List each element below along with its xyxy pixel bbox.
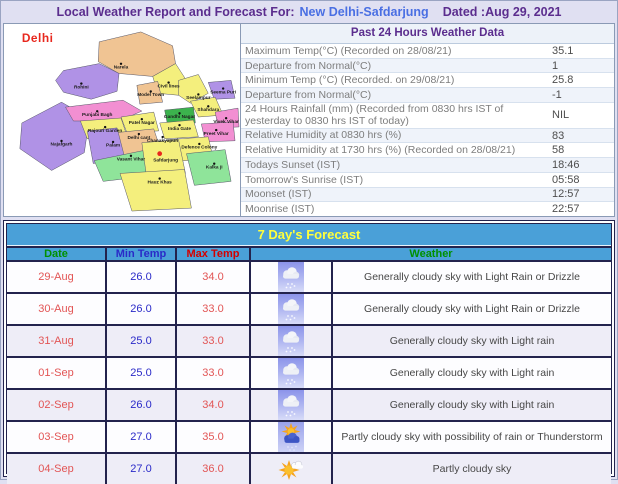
max-temp-column-header: Max Temp (177, 248, 251, 260)
past24-header: Past 24 Hours Weather Data (241, 24, 614, 44)
page-title (1, 1, 617, 23)
date-cell: 04-Sep (7, 454, 107, 484)
weather-icon-cell (251, 390, 333, 420)
past24-row-label: Relative Humidity at 1730 hrs (%) (Recorded on 28/08/21) (245, 144, 516, 157)
max-temp-cell: 35.0 (177, 422, 251, 452)
weather-desc-cell: Partly cloudy sky with possibility of rain or Thunderstorm (341, 431, 603, 443)
dated-text: Dated :Aug 29, 2021 (442, 5, 562, 19)
date-cell: 01-Sep (7, 358, 107, 388)
map-district-label: Gandhi Nagar (163, 115, 196, 121)
past24-row-value: 25.8 (552, 74, 574, 87)
past24-row-value: 35.1 (552, 44, 574, 57)
forecast-row (7, 262, 611, 294)
title-text: Local Weather Report and Forecast For: (56, 5, 295, 19)
map-district-label: Seema Puri (210, 90, 237, 96)
map-district-label: Punjabi Bagh (82, 113, 113, 119)
past24-row (241, 44, 614, 59)
weather-desc-cell: Generally cloudy sky with Light rain (389, 335, 555, 347)
forecast-row (7, 358, 611, 390)
date-cell: 29-Aug (7, 262, 107, 292)
map-district-label: Kalka ji (205, 165, 223, 171)
min-temp-cell: 25.0 (107, 358, 177, 388)
map-district-label: Vasant Vihar (116, 157, 146, 163)
past24-panel (241, 23, 615, 217)
past24-row (241, 158, 614, 173)
date-column-header: Date (7, 248, 107, 260)
map-district-label: Najafgarh (50, 142, 73, 148)
map-district-label: Civil lines (157, 84, 180, 90)
map-district-label: Patel Nagar (128, 120, 155, 126)
weather-icon-cell (251, 422, 333, 452)
map-district-label: Defence Colony (181, 145, 218, 151)
forecast-rows (7, 262, 611, 484)
min-temp-cell: 25.0 (107, 326, 177, 356)
past24-row (241, 202, 614, 216)
past24-row (241, 143, 614, 158)
past24-row (241, 73, 614, 88)
map-district-label: Rohini (73, 85, 89, 91)
cloud-rain-icon (278, 390, 304, 420)
past24-row (241, 88, 614, 103)
date-cell: 03-Sep (7, 422, 107, 452)
past24-row-label: Relative Humidity at 0830 hrs (%) (245, 129, 402, 142)
past24-row-label: Moonrise (IST) (245, 203, 315, 216)
past24-row-label: Tomorrow's Sunrise (IST) (245, 173, 364, 186)
max-temp-cell: 36.0 (177, 454, 251, 484)
cloud-rain-icon (278, 262, 304, 292)
map-district-label: Safdarjung (153, 158, 179, 164)
min-temp-cell: 27.0 (107, 454, 177, 484)
map-district-label: Seelampur (186, 96, 211, 102)
delhi-map (4, 24, 240, 215)
min-temp-cell: 26.0 (107, 262, 177, 292)
past24-row-value: -1 (552, 89, 562, 102)
past24-rows (241, 44, 614, 216)
past24-row (241, 173, 614, 188)
past24-row-label: Todays Sunset (IST) (245, 158, 341, 171)
past24-row (241, 103, 614, 129)
past24-row-label: Maximum Temp(°C) (Recorded on 28/08/21) (245, 44, 452, 57)
forecast-row (7, 422, 611, 454)
forecast-table (3, 220, 615, 477)
forecast-row (7, 390, 611, 422)
past24-row-label: 24 Hours Rainfall (mm) (Recorded from 0830 hrs IST of yesterday to 0830 hrs IST of today) (245, 103, 504, 128)
date-cell: 31-Aug (7, 326, 107, 356)
map-district-label: Delhi cant (127, 135, 151, 141)
cloud-rain-icon (278, 326, 304, 356)
past24-row-value: 12:57 (552, 188, 580, 201)
weather-icon-cell (251, 326, 333, 356)
map-district-label: Palam (106, 143, 121, 149)
cloud-rain-icon (278, 294, 304, 324)
past24-row (241, 59, 614, 74)
station-marker (157, 151, 162, 156)
max-temp-cell: 34.0 (177, 390, 251, 420)
map-district-label: Chanakyapuri (146, 138, 179, 144)
weather-desc-cell: Generally cloudy sky with Light Rain or Drizzle (364, 271, 580, 283)
past24-row (241, 129, 614, 144)
min-temp-cell: 26.0 (107, 294, 177, 324)
map-district-label: Shahdara (197, 108, 220, 114)
top-section (3, 23, 615, 217)
weather-desc-cell: Generally cloudy sky with Light rain (389, 367, 555, 379)
cloud-rain-icon (278, 358, 304, 388)
past24-row (241, 188, 614, 203)
past24-row-value: 22:57 (552, 203, 580, 216)
forecast-row (7, 294, 611, 326)
date-cell: 30-Aug (7, 294, 107, 324)
past24-row-label: Moonset (IST) (245, 188, 312, 201)
past24-row-label: Departure from Normal(°C) (245, 59, 372, 72)
weather-column-header: Weather (409, 248, 453, 260)
map-district-label: Rajouri Garden (87, 128, 123, 134)
min-temp-cell: 26.0 (107, 390, 177, 420)
map-title: Delhi (21, 30, 54, 45)
weather-desc-cell: Generally cloudy sky with Light rain (389, 399, 555, 411)
min-temp-cell: 27.0 (107, 422, 177, 452)
forecast-row (7, 326, 611, 358)
past24-row-value: 18:46 (552, 158, 580, 171)
map-district-label: Narela (113, 65, 129, 71)
weather-icon-cell (251, 358, 333, 388)
map-district-label: Vivek Vihar (213, 119, 239, 125)
forecast-header-row (7, 246, 611, 262)
max-temp-cell: 33.0 (177, 326, 251, 356)
map-district-label: Preet Vihar (203, 131, 229, 137)
weather-icon-cell (251, 294, 333, 324)
delhi-map-panel (3, 23, 241, 217)
min-temp-column-header: Min Temp (107, 248, 177, 260)
map-district-label: India Gate (168, 126, 192, 132)
past24-row-label: Minimum Temp (°C) (Recorded. on 29/08/21) (245, 74, 455, 87)
max-temp-cell: 33.0 (177, 358, 251, 388)
weather-desc-cell: Partly cloudy sky (432, 463, 512, 475)
map-district-label: Model Town (137, 93, 165, 99)
map-district-label: Hauz Khas (147, 180, 172, 186)
past24-row-value: NIL (552, 109, 570, 122)
max-temp-cell: 33.0 (177, 294, 251, 324)
past24-row-value: 58 (552, 144, 565, 157)
past24-row-label: Departure from Normal(°C) (245, 89, 372, 102)
past24-row-value: 05:58 (552, 173, 580, 186)
max-temp-cell: 34.0 (177, 262, 251, 292)
past24-row-value: 83 (552, 129, 565, 142)
forecast-title: 7 Day's Forecast (7, 224, 611, 246)
weather-icon-cell (251, 262, 333, 292)
weather-desc-cell: Generally cloudy sky with Light Rain or Drizzle (364, 303, 580, 315)
past24-row-value: 1 (552, 59, 559, 72)
date-cell: 02-Sep (7, 390, 107, 420)
sun-cloud-rain-icon (278, 422, 304, 452)
station-name: New Delhi-Safdarjung (299, 5, 429, 19)
